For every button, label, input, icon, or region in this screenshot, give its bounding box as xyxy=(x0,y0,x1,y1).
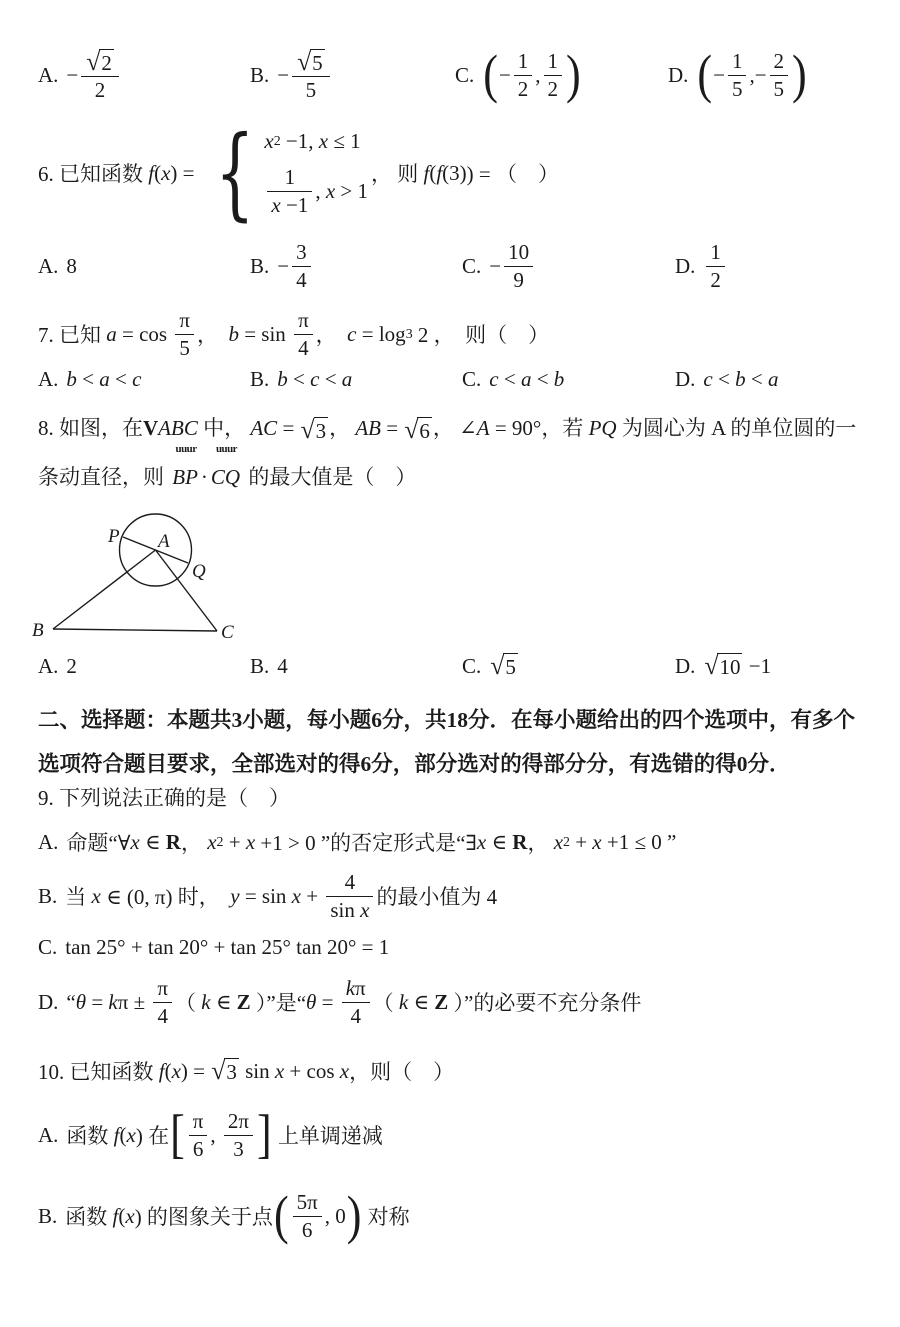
radical-sign-icon: √ xyxy=(404,415,419,445)
math-variable: b xyxy=(553,366,565,391)
question-5-options-row xyxy=(0,40,900,110)
fraction: π 6 xyxy=(189,1109,208,1162)
question-9-option-c: C. tan 25° + tan 20° + tan 25° tan 20° = 1 xyxy=(38,934,390,959)
math-variable: θ xyxy=(306,989,317,1014)
option-label: A. xyxy=(38,1122,59,1147)
question-7-options-row xyxy=(0,364,900,394)
math-variable: a xyxy=(341,366,353,391)
radical-sign-icon: √ xyxy=(297,46,312,76)
math-variable: PQ xyxy=(588,416,617,440)
fraction: 1 2 xyxy=(514,49,533,102)
side-ba xyxy=(53,550,156,629)
question-7-option-b: B. b < c < a xyxy=(250,366,353,391)
math-bold-symbol: Z xyxy=(236,989,251,1014)
radical: √ 3 xyxy=(300,415,327,445)
math-variable: x xyxy=(339,1058,350,1083)
math-variable: c xyxy=(703,366,713,391)
math-variable: x xyxy=(291,883,301,908)
radical-sign-icon: √ xyxy=(490,650,505,680)
question-7-stem: 7. 已知 a = cos π 5 ， b = sin π 4 ， c = log 3 2 ， 则（ ） xyxy=(38,307,550,360)
option-label: C. xyxy=(462,253,482,278)
question-9-option-d: D. “ θ = k π ± π 4 （ k ∈ Z ）”是“ θ = kπ 4 （ k ∈ Z ）”的必要不充分条件 xyxy=(38,975,642,1028)
option-label: D. xyxy=(668,62,689,87)
option-label: C. xyxy=(462,653,482,678)
fraction: π 4 xyxy=(294,308,313,361)
question-6-option-d xyxy=(675,236,728,296)
option-label: D. xyxy=(38,989,59,1014)
question-8-option-d: D. √ 10 −1 xyxy=(675,650,772,680)
option-label: A. xyxy=(38,253,59,278)
math-variable: c xyxy=(489,366,499,391)
math-variable: A xyxy=(476,416,490,440)
math-bold-symbol: R xyxy=(512,829,528,854)
label-a: A xyxy=(158,531,170,552)
section-2-header: 二、选择题：本题共3小题，每小题6分，共18分．在每小题给出的四个选项中，有多个选项符合题目要求，全部选对的得6分，部分选对的得部分分，有选错的得0分． xyxy=(38,708,856,776)
math-variable: x xyxy=(360,897,370,922)
math-variable: x xyxy=(245,829,256,854)
radical: √ 5 xyxy=(490,650,516,680)
math-variable: f xyxy=(423,160,430,185)
question-8-option-c xyxy=(462,648,519,684)
math-variable: a xyxy=(520,366,532,391)
radical-sign-icon: √ xyxy=(704,650,719,680)
option-label: A. xyxy=(38,366,59,391)
math-variable: c xyxy=(347,321,357,346)
question-5-option-c: C. ( − 1 2 , 1 2 ) xyxy=(455,44,581,105)
vector: uuur BP xyxy=(172,453,198,502)
math-variable: k xyxy=(108,989,118,1014)
math-bold-symbol: Z xyxy=(434,989,449,1014)
radical: √ 10 xyxy=(704,650,741,680)
option-label: D. xyxy=(675,253,696,278)
question-7-option-a: A. b < a < c xyxy=(38,366,142,391)
question-10-stem: 10. 已知函数 f ( x ) = √ 3 sin x + cos x ，则（ ） xyxy=(38,1055,455,1085)
fraction: 3 4 xyxy=(292,240,311,293)
math-bold-symbol: V xyxy=(143,416,159,440)
math-variable: c xyxy=(310,366,320,391)
big-delimiter: ( xyxy=(273,1185,289,1246)
math-variable: b xyxy=(735,366,746,391)
option-label: D. xyxy=(675,653,696,678)
fraction: 1 2 xyxy=(544,49,563,102)
radical-sign-icon: √ xyxy=(300,415,315,445)
math-variable: f xyxy=(112,1203,119,1228)
side-bc xyxy=(53,629,217,631)
question-6-option-a: A. 8 xyxy=(38,253,77,278)
math-variable: ABC xyxy=(158,416,198,440)
math-variable: f xyxy=(158,1058,165,1083)
math-variable: k xyxy=(345,975,356,1000)
question-9-stem: 9. 下列说法正确的是（ ） xyxy=(38,786,290,810)
option-label: B. xyxy=(38,883,58,908)
option-label: A. xyxy=(38,829,59,854)
question-8-option-b: B. 4 xyxy=(250,653,288,678)
big-delimiter: ( xyxy=(483,44,498,105)
vector: uuur CQ xyxy=(211,453,240,502)
question-6-option-b: B. − 3 4 xyxy=(250,236,314,296)
math-variable: k xyxy=(398,989,409,1014)
math-variable: x xyxy=(125,1203,135,1228)
math-variable: x xyxy=(274,1058,285,1083)
math-variable: x xyxy=(325,178,336,203)
math-variable: b xyxy=(228,321,239,346)
radical: √ 2 xyxy=(86,46,112,76)
option-label: A. xyxy=(38,653,59,678)
radical: √ 3 xyxy=(211,1055,237,1085)
math-variable: x xyxy=(171,1058,181,1083)
question-8-option-a: A. 2 xyxy=(38,653,77,678)
math-variable: f xyxy=(436,160,443,185)
math-variable: k xyxy=(201,989,211,1014)
fraction: $\frac{1}{x -1}$ xyxy=(267,165,312,218)
math-bold-symbol: R xyxy=(165,829,181,854)
option-label: B. xyxy=(250,366,270,391)
math-variable: x xyxy=(130,829,140,854)
big-delimiter: ) xyxy=(566,44,581,105)
question-8-options-row xyxy=(0,648,900,684)
math-variable: AB xyxy=(355,416,381,440)
math-variable: x xyxy=(264,128,274,153)
fraction: 2π 3 xyxy=(224,1109,253,1162)
math-variable: a xyxy=(106,321,117,346)
option-label: C. xyxy=(462,366,482,391)
left-brace-icon: { xyxy=(214,114,255,231)
math-variable: a xyxy=(767,366,779,391)
big-delimiter: ) xyxy=(346,1185,362,1246)
fraction: 1 2 xyxy=(706,240,725,293)
option-label: C. xyxy=(38,934,58,959)
option-label: B. xyxy=(250,253,270,278)
math-variable: a xyxy=(99,366,110,391)
math-variable: f xyxy=(113,1122,120,1147)
fraction: π 5 xyxy=(175,308,194,361)
question-5-option-d: D. ( − 1 5 ,− 2 5 ) xyxy=(668,44,807,105)
math-variable: x xyxy=(553,829,564,854)
big-delimiter: ] xyxy=(257,1104,272,1165)
math-variable: c xyxy=(132,366,142,391)
fraction: √ 2 2 xyxy=(81,47,119,102)
question-7-option-d: D. c < b < a xyxy=(675,366,779,391)
label-b: B xyxy=(32,620,44,641)
math-variable: AC xyxy=(250,416,278,440)
math-variable: f xyxy=(148,160,155,185)
math-variable: y xyxy=(230,883,240,908)
math-variable: x xyxy=(126,1122,136,1147)
math-variable: x xyxy=(271,192,281,217)
option-label: C. xyxy=(455,62,475,87)
math-variable: x xyxy=(592,829,602,854)
math-variable: x xyxy=(318,128,329,153)
math-variable: b xyxy=(277,366,288,391)
question-9-option-b: B. 当 x ∈ (0, π) 时， y = sin x + 4 sin x 的最小值为 4 xyxy=(38,869,498,922)
question-10-option-a: A. 函数 f ( x ) 在 [ π 6 , 2π 3 ] 上单调递减 xyxy=(38,1104,383,1165)
question-8-figure xyxy=(28,498,280,648)
fraction: 1 5 xyxy=(728,49,747,102)
question-6-stem: 6. 已知函数 f ( x ) = { x 2 −1, x ≤ 1 $\frac{1}{x -1}$ , x > 1 ， 则 f ( f (3) ) = （ ） xyxy=(38,114,560,231)
question-10-option-b: B. 函数 f ( x ) 的图象关于点 ( 5π 6 , 0 ) 对称 xyxy=(38,1185,410,1246)
question-5-option-a: A. − √ 2 2 xyxy=(38,40,122,110)
option-label: D. xyxy=(675,366,696,391)
vector-arrow-icon: uuur xyxy=(215,443,238,456)
question-6-options-row xyxy=(0,236,900,296)
label-c: C xyxy=(221,622,234,643)
diameter-pq xyxy=(123,537,188,563)
fraction: 4 sin x xyxy=(326,870,373,923)
math-variable: x xyxy=(161,160,171,185)
fraction: 5π 6 xyxy=(293,1190,322,1243)
question-5-option-b: B. − √ 5 5 xyxy=(250,40,333,110)
math-variable: x xyxy=(476,829,487,854)
label-p: P xyxy=(108,526,120,547)
fraction: 10 9 xyxy=(504,240,533,293)
option-label: B. xyxy=(250,62,270,87)
math-variable: θ xyxy=(75,989,87,1014)
big-delimiter: ) xyxy=(792,44,807,105)
option-label: A. xyxy=(38,62,59,87)
question-6-option-c: C. − 10 9 xyxy=(462,236,536,296)
math-variable: b xyxy=(66,366,77,391)
option-label: B. xyxy=(250,653,270,678)
radical-sign-icon: √ xyxy=(86,46,101,76)
fraction: √ 5 5 xyxy=(292,47,330,102)
radical: √ 5 xyxy=(297,46,323,76)
piecewise-cases: { x 2 −1, x ≤ 1 $\frac{1}{x -1}$ , x > 1 xyxy=(214,114,368,231)
big-delimiter: ( xyxy=(697,44,713,105)
fraction: 2 5 xyxy=(770,49,789,102)
math-variable: x xyxy=(91,883,101,908)
big-delimiter: [ xyxy=(170,1104,185,1165)
question-9-option-a: A. 命题“∀ x ∈ R ， x 2 + x +1 > 0 ”的否定形式是“∃ x ∈ R ， x 2 + x +1 ≤ 0 ” xyxy=(38,829,677,855)
vector-arrow-icon: uuur xyxy=(175,443,197,456)
question-8-stem: 8. 如图，在VABC 中， AC = √ 3 ， AB = √ 6 ， ∠A = 90°，若 PQ 为圆心为 A 的单位圆的一条动直径，则 uuur BP · uuur CQ 的最大值是（ ） xyxy=(0,404,900,502)
question-7-option-c: C. c < a < b xyxy=(462,366,565,391)
label-q: Q xyxy=(192,561,206,582)
radical: √ 6 xyxy=(404,415,430,445)
radical-sign-icon: √ xyxy=(211,1055,226,1085)
fraction: π 4 xyxy=(153,976,172,1029)
math-variable: x xyxy=(207,829,217,854)
option-label: B. xyxy=(38,1203,58,1228)
fraction: kπ 4 xyxy=(342,976,370,1029)
